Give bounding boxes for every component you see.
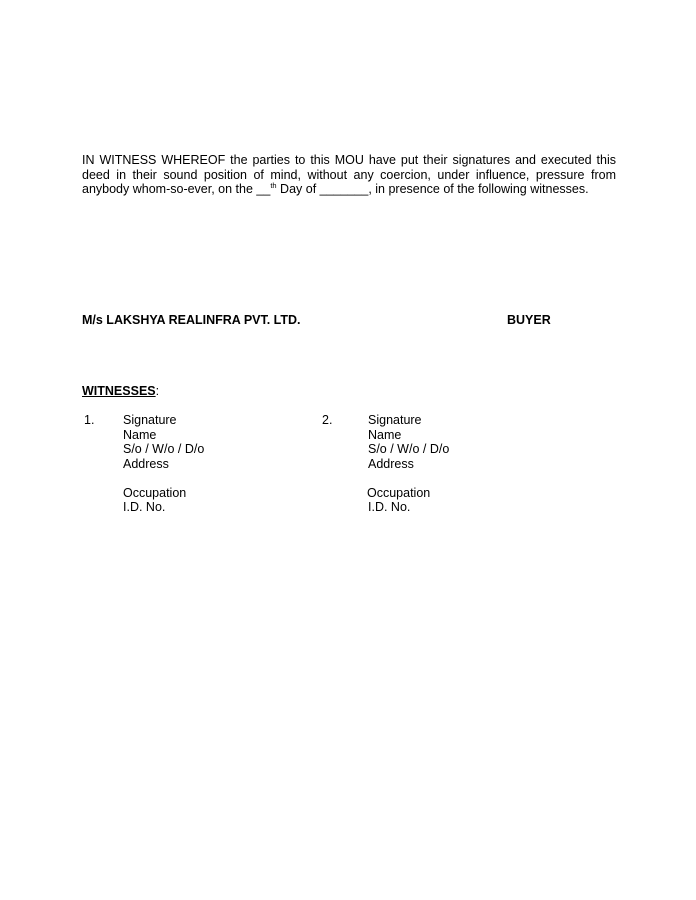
witness-2-fields: [368, 413, 449, 515]
witness-1-relation-label: S/o / W/o / D/o: [123, 442, 205, 456]
witness-1-number: 1.: [84, 413, 95, 427]
witness-2-occupation-label: Occupation: [367, 485, 431, 500]
witness-1-occupation-label: Occupation: [123, 485, 187, 500]
witness-2-spacer: [368, 471, 449, 486]
witness-2-id-label: I.D. No.: [368, 500, 411, 514]
witness-1-fields: [123, 413, 204, 515]
witness-1-spacer: [123, 471, 204, 486]
witness-1-address-label: Address: [123, 456, 169, 471]
witness-2-number: 2.: [322, 413, 333, 427]
witness-1-name-label: Name: [123, 427, 157, 442]
witness-2-name-label: Name: [368, 427, 402, 442]
buyer-party-label: BUYER: [507, 313, 551, 327]
seller-party-label: M/s LAKSHYA REALINFRA PVT. LTD.: [82, 313, 301, 327]
witness-1-signature-label: Signature: [123, 413, 177, 427]
clause-text-after-blank: Day of _______, in presence of the following witnesses.: [276, 182, 589, 196]
witness-2-signature-label: Signature: [368, 413, 422, 427]
clause-text-before-blank: IN WITNESS WHEREOF the parties to this MOU have put their signatures and executed this deed in their sound position of mind, without any coercion, under influence, pressure from anybody whom-so-ever, on the __: [82, 153, 616, 196]
witness-1-id-label: I.D. No.: [123, 500, 166, 514]
witness-clause-paragraph: [82, 153, 616, 197]
witnesses-heading: [82, 384, 159, 398]
witness-2-relation-label: S/o / W/o / D/o: [368, 442, 450, 456]
witnesses-heading-colon: :: [155, 384, 160, 398]
witnesses-heading-text: WITNESSES: [82, 384, 156, 398]
witness-2-address-label: Address: [368, 456, 414, 471]
day-ordinal-superscript: th: [270, 181, 277, 190]
